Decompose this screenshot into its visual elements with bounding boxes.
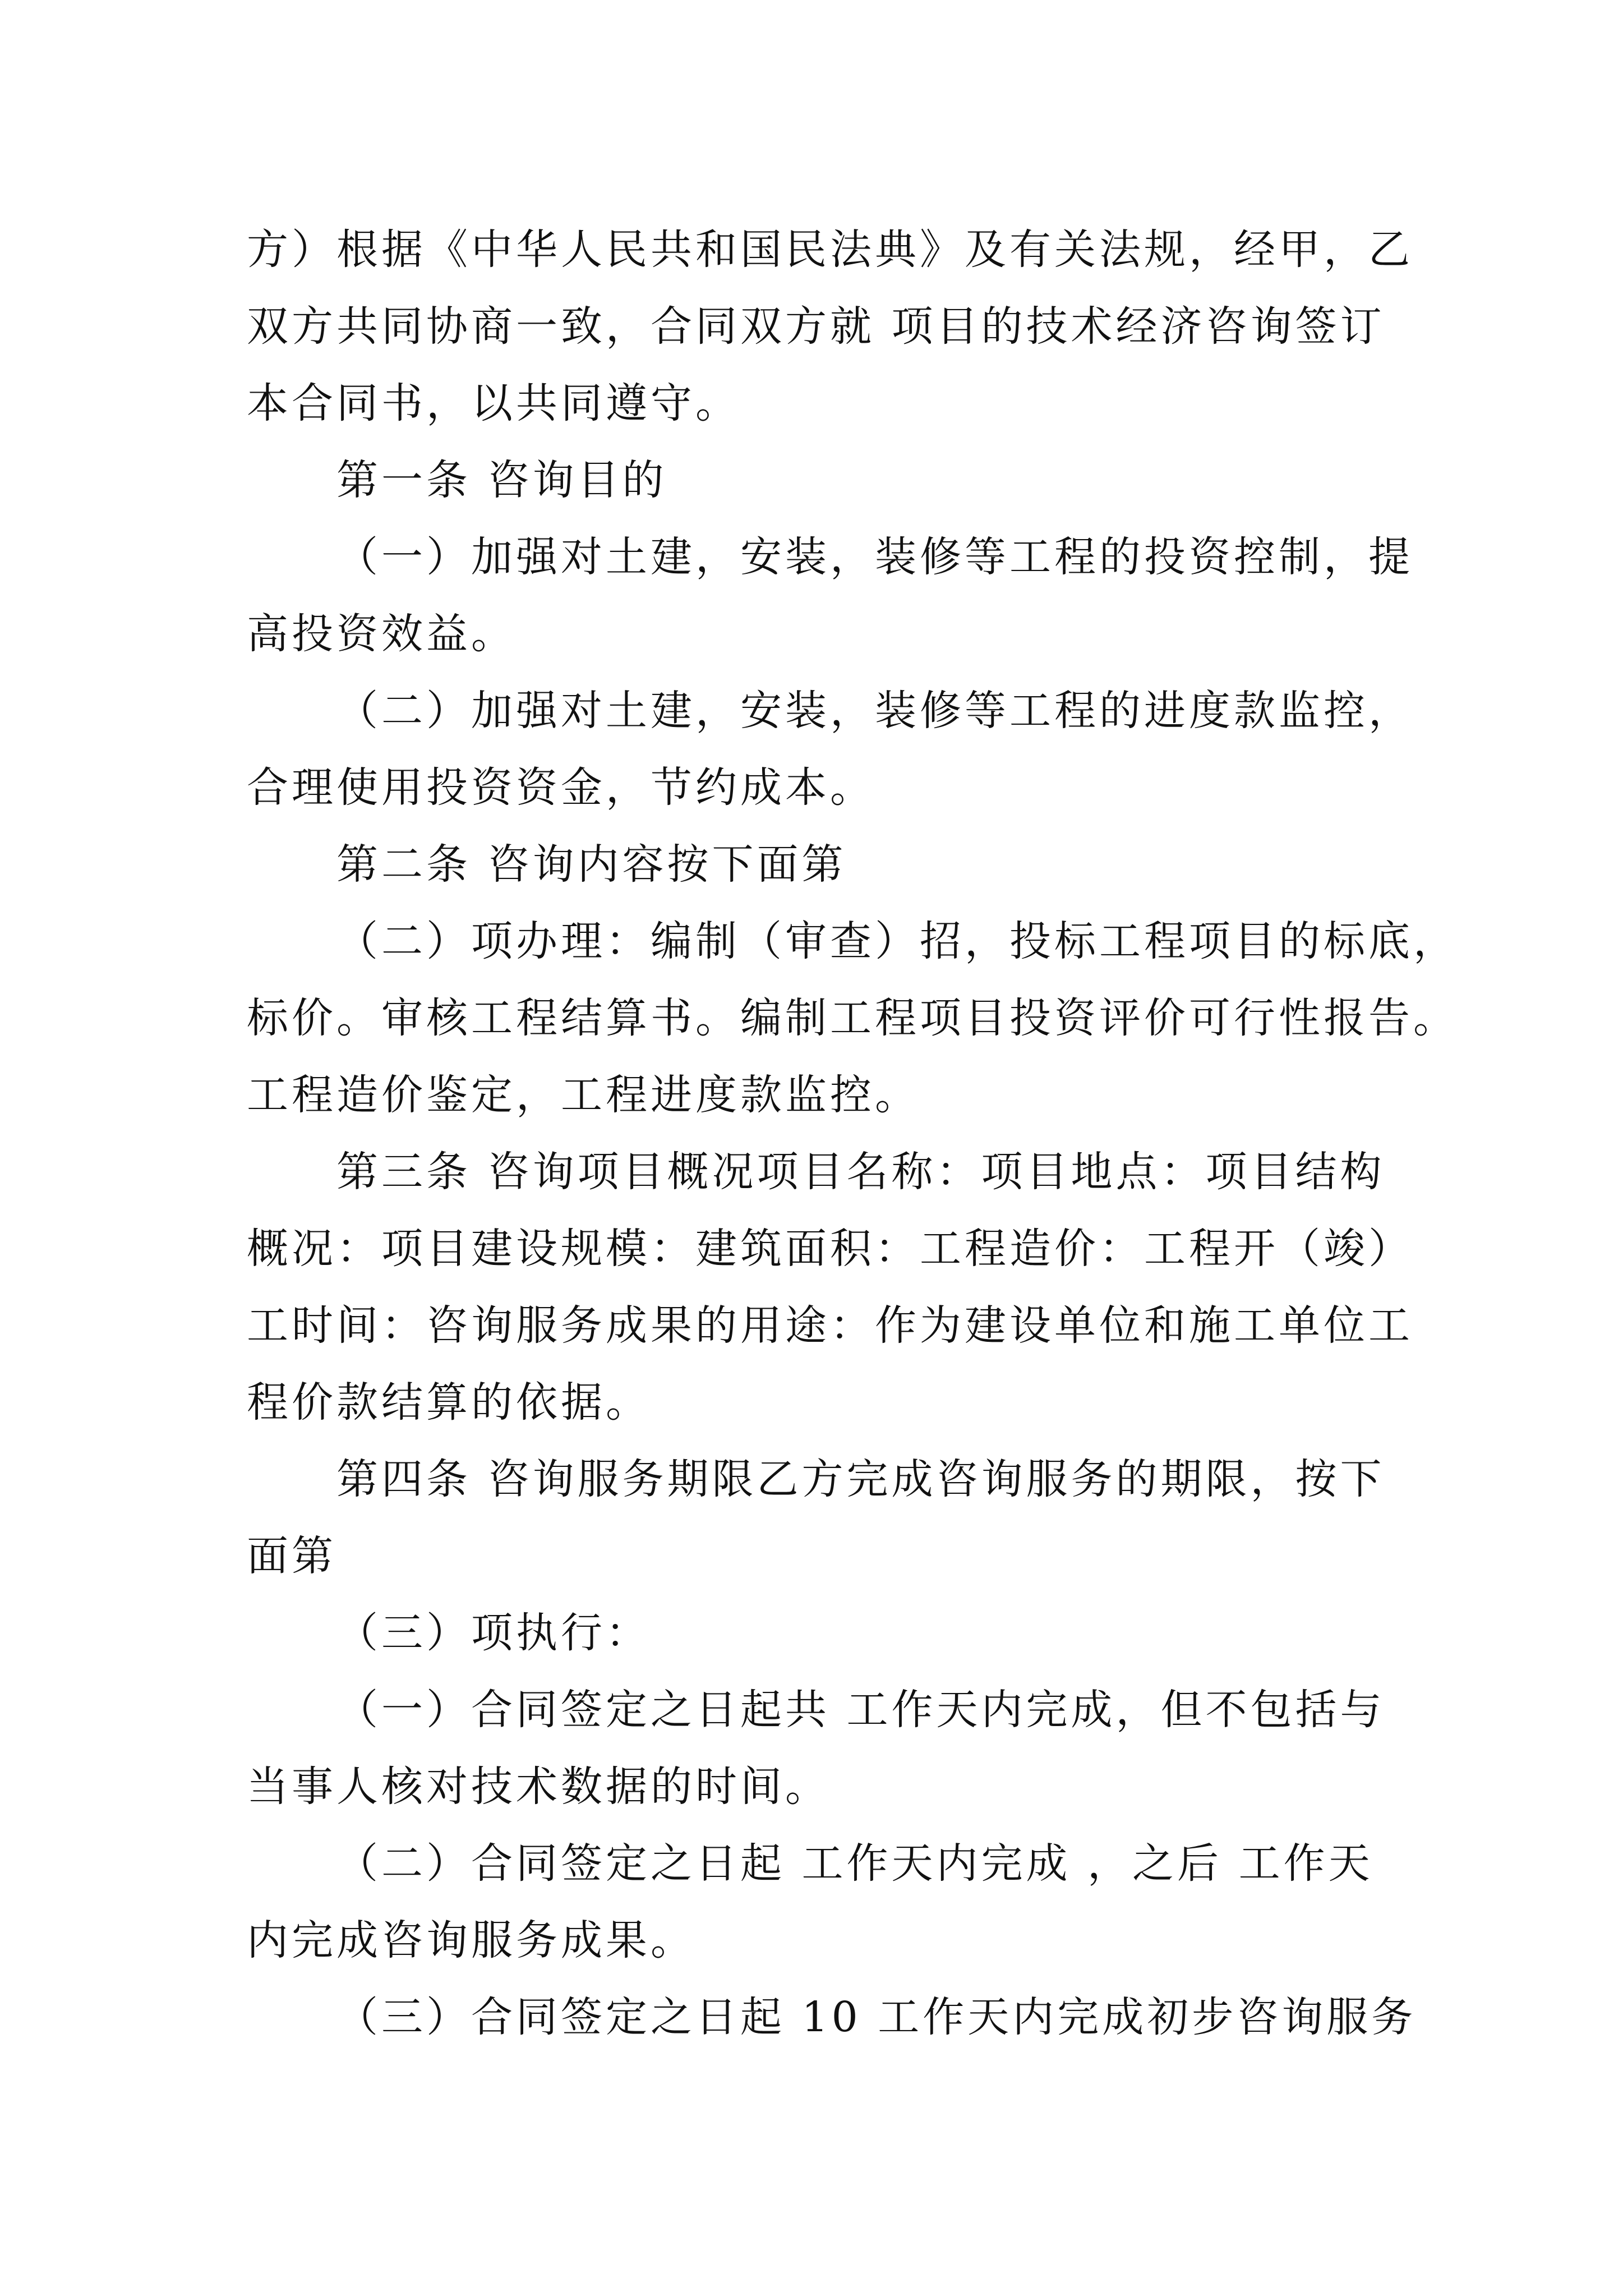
text-line-23: 内完成咨询服务成果。 xyxy=(247,1916,695,1964)
text-line-3: 本合同书，以共同遵守。 xyxy=(247,379,740,427)
text-line-24: （三）合同签定之日起 10 工作天内完成初步咨询服务 xyxy=(336,1993,1417,2041)
text-line-18: 面第 xyxy=(247,1532,336,1580)
text-line-7: （二）加强对土建，安装，装修等工程的进度款监控， xyxy=(336,687,1413,735)
article-3-heading: 第三条 咨询项目概况项目名称：项目地点：项目结构 xyxy=(336,1148,1385,1196)
text-line-21: 当事人核对技术数据的时间。 xyxy=(247,1763,830,1811)
text-line-10: （二）项办理：编制（审查）招，投标工程项目的标底， xyxy=(336,917,1458,965)
text-line-11: 标价。审核工程结算书。编制工程项目投资评价可行性报告。 xyxy=(247,994,1458,1042)
article-2-heading: 第二条 咨询内容按下面第 xyxy=(336,840,847,889)
text-line-2: 双方共同协商一致，合同双方就 项目的技术经济咨询签订 xyxy=(247,302,1385,351)
article-4-heading: 第四条 咨询服务期限乙方完成咨询服务的期限，按下 xyxy=(336,1455,1385,1503)
text-line-6: 高投资效益。 xyxy=(247,610,516,658)
text-line-14: 概况：项目建设规模：建筑面积：工程造价：工程开（竣） xyxy=(247,1225,1413,1273)
text-line-19: （三）项执行： xyxy=(336,1609,651,1657)
text-line-22: （二）合同签定之日起 工作天内完成 ，之后 工作天 xyxy=(336,1839,1373,1888)
text-line-20: （一）合同签定之日起共 工作天内完成，但不包括与 xyxy=(336,1686,1385,1734)
text-line-5: （一）加强对土建，安装，装修等工程的投资控制，提 xyxy=(336,533,1413,581)
text-line-8: 合理使用投资资金，节约成本。 xyxy=(247,763,875,812)
text-line-12: 工程造价鉴定，工程进度款监控。 xyxy=(247,1071,920,1119)
text-line-16: 程价款结算的依据。 xyxy=(247,1378,651,1427)
text-line-15: 工时间：咨询服务成果的用途：作为建设单位和施工单位工 xyxy=(247,1301,1413,1350)
text-line-1: 方）根据《中华人民共和国民法典》及有关法规，经甲，乙 xyxy=(247,226,1413,274)
article-1-heading: 第一条 咨询目的 xyxy=(336,456,667,504)
